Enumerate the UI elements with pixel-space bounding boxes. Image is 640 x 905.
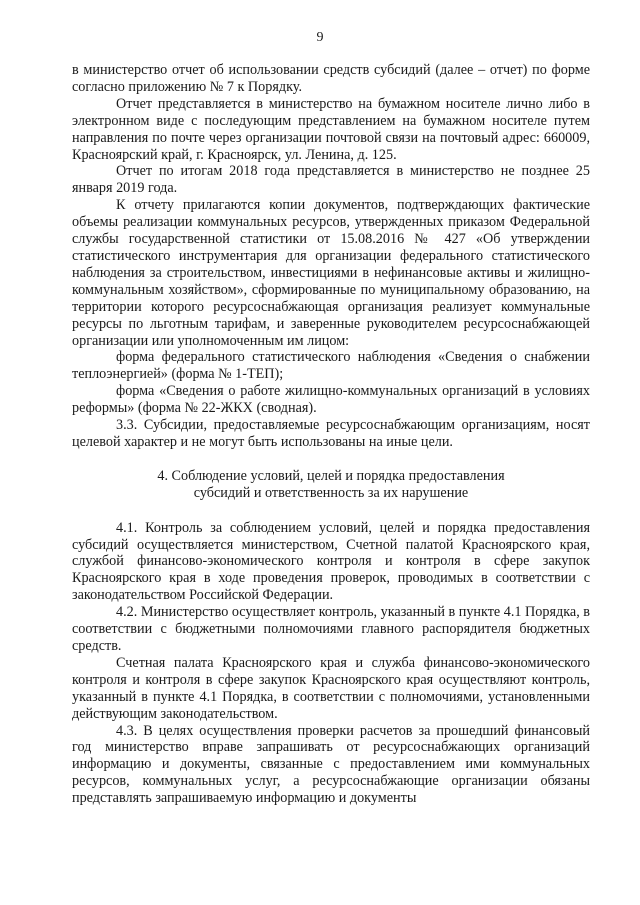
section-heading-line: субсидий и ответственность за их нарушение (193, 484, 469, 501)
section-heading (72, 468, 590, 502)
paragraph: Счетная палата Красноярского края и служба финансово-экономического контроля и контроля в сфере закупок Красноярского края осуществляют контроль, указанный в пункте 4.1 Порядка, в соответствии с полномочиями, установленными действующим законодательством. (72, 654, 590, 722)
document-body (72, 62, 590, 807)
paragraph: 3.3. Субсидии, предоставляемые ресурсоснабжающим организациям, носят целевой характер и не могут быть использованы на иные цели. (72, 417, 590, 450)
page-number: 9 (316, 30, 324, 45)
section-heading-line: 4. Соблюдение условий, целей и порядка предоставления (157, 467, 505, 484)
paragraph: форма «Сведения о работе жилищно-коммунальных организаций в условиях реформы» (форма № 22-ЖКХ (сводная). (72, 383, 590, 417)
paragraph: 4.2. Министерство осуществляет контроль, указанный в пункте 4.1 Порядка, в соответствии с бюджетными полномочиями главного распорядителя бюджетных средств. (72, 604, 590, 654)
paragraph: в министерство отчет об использовании средств субсидий (далее – отчет) по форме согласно приложению № 7 к Порядку. (72, 62, 590, 95)
paragraph: Отчет по итогам 2018 года представляется в министерство не позднее 25 января 2019 года. (72, 163, 590, 197)
paragraph: форма федерального статистического наблюдения «Сведения о снабжении теплоэнергией» (форма № 1-ТЕП); (72, 349, 590, 383)
paragraph: К отчету прилагаются копии документов, подтверждающих фактические объемы реализации коммунальных ресурсов, утвержденных приказом Федеральной службы государственной статистики от 15.08.2016 № 427 «Об утверждении статистического инструментария для организации федерального статистического наблюдения за строительством, инвестициями в нефинансовые активы и жилищно-коммунальным хозяйством», сформированные по муниципальному образованию, на территории которого ресурсоснабжающая организация реализует коммунальные ресурсы по льготным тарифам, и заверенные руководителем ресурсоснабжающей организации или уполномоченным им лицом: (72, 197, 590, 349)
paragraph: 4.3. В целях осуществления проверки расчетов за прошедший финансовый год министерство вправе запрашивать от ресурсоснабжающих организаций информацию и документы, связанные с предоставлением ими коммунальных ресурсов, коммунальных услуг, а ресурсоснабжающие организации обязаны представлять запрашиваемую информацию и документы (72, 722, 590, 807)
paragraph: Отчет представляется в министерство на бумажном носителе лично либо в электронном виде с последующим представлением на бумажном носителе путем направления по почте через организации почтовой связи на почтовый адрес: 660009, Красноярский край, г. Красноярск, ул. Ленина, д. 125. (72, 95, 590, 163)
paragraph: 4.1. Контроль за соблюдением условий, целей и порядка предоставления субсидий осуществляется министерством, Счетной палатой Красноярского края, службой финансово-экономического контроля и контроля в сфере закупок Красноярского края в ходе проведения проверок, проводимых в соответствии с законодательством Российской Федерации. (72, 519, 590, 604)
